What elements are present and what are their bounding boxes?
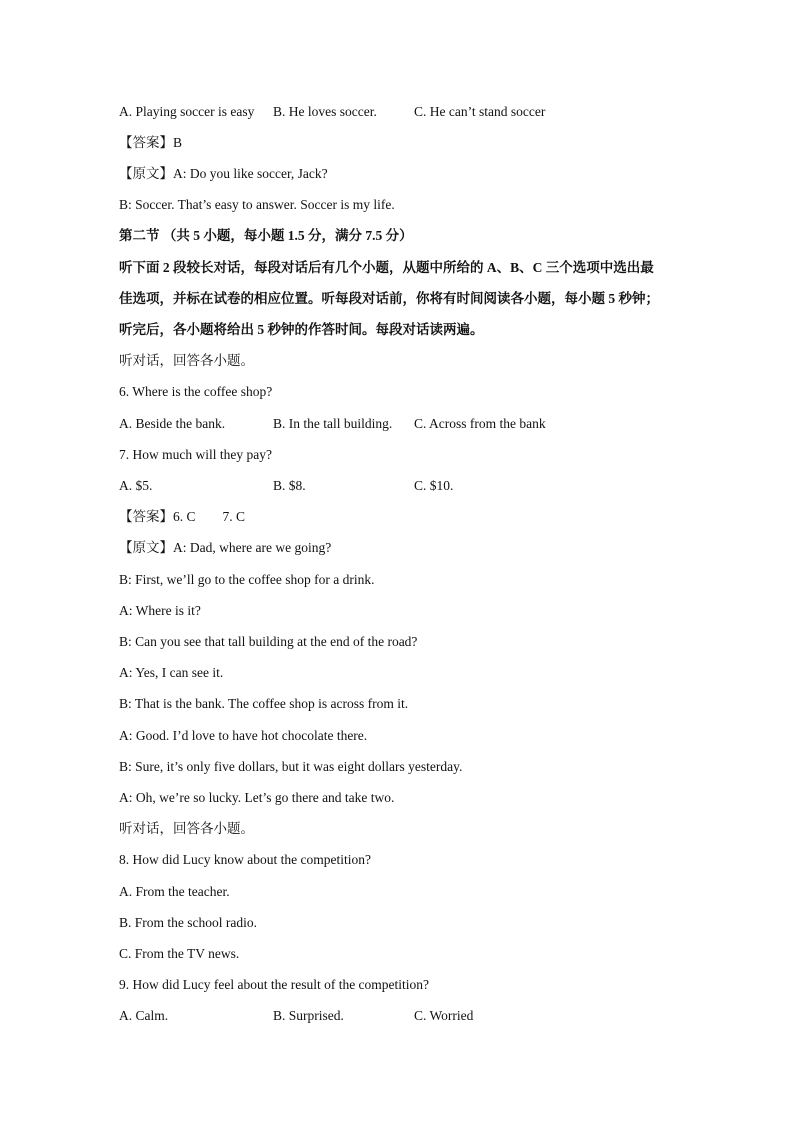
q7-options-row [119,476,679,496]
answer-label: 【答案】 [119,135,173,150]
q9-option-b: B. Surprised. [273,1008,344,1023]
q8-option-a: A. From the teacher. [119,884,230,899]
transcript-line: A: Good. I’d love to have hot chocolate there. [119,728,368,743]
dialog1-transcript-first [119,538,331,558]
transcript-line: A: Yes, I can see it. [119,665,224,680]
transcript-text: A: Do you like soccer, Jack? [173,166,328,181]
q8-question: 8. How did Lucy know about the competition? [119,852,371,867]
q6-option-c: C. Across from the bank [414,416,546,431]
answer-value: 6. C 7. C [173,509,246,524]
q9-option-a: A. Calm. [119,1008,169,1023]
transcript-label: 【原文】 [119,540,173,555]
q8-option-b: B. From the school radio. [119,915,257,930]
q6-question: 6. Where is the coffee shop? [119,384,273,399]
answer-label: 【答案】 [119,509,173,524]
q7-option-c: C. $10. [414,478,454,493]
q5-answer [119,133,182,153]
q7-question: 7. How much will they pay? [119,447,272,462]
q5-transcript-line-1 [119,164,328,184]
transcript-line: B: Can you see that tall building at the end of the road? [119,634,418,649]
transcript-line: B: Sure, it’s only five dollars, but it was eight dollars yesterday. [119,759,463,774]
section-instruction-line-3: 听完后，各小题将给出 5 秒钟的作答时间。每段对话读两遍。 [119,322,484,337]
transcript-line: B: That is the bank. The coffee shop is across from it. [119,696,409,711]
transcript-line: B: First, we’ll go to the coffee shop for a drink. [119,572,375,587]
section-instruction-line-2: 佳选项，并标在试卷的相应位置。听每段对话前，你将有时间阅读各小题，每小题 5 秒钟； [119,291,659,306]
q9-option-c: C. Worried [414,1008,474,1023]
q5-options-row [119,102,679,122]
q7-option-b: B. $8. [273,478,306,493]
q6-option-a: A. Beside the bank. [119,416,226,431]
dialog1-answer [119,507,245,527]
answer-value: B [173,135,183,150]
q5-option-c: C. He can’t stand soccer [414,104,546,119]
transcript-line: A: Where is it? [119,603,201,618]
q9-question: 9. How did Lucy feel about the result of the competition? [119,977,430,992]
q5-transcript-line-2: B: Soccer. That’s easy to answer. Soccer is my life. [119,197,395,212]
transcript-label: 【原文】 [119,166,173,181]
q5-option-a: A. Playing soccer is easy [119,104,255,119]
q7-option-a: A. $5. [119,478,153,493]
dialog1-prompt: 听对话，回答各小题。 [119,353,254,368]
q6-options-row [119,414,679,434]
q9-options-row [119,1006,679,1026]
dialog2-prompt: 听对话，回答各小题。 [119,821,254,836]
section-instruction-line-1: 听下面 2 段较长对话，每段对话后有几个小题，从题中所给的 A、B、C 三个选项中选出最 [119,260,654,275]
q8-option-c: C. From the TV news. [119,946,240,961]
transcript-line: A: Oh, we’re so lucky. Let’s go there and take two. [119,790,395,805]
section-title: 第二节 （共 5 小题，每小题 1.5 分，满分 7.5 分） [119,228,413,243]
q6-option-b: B. In the tall building. [273,416,393,431]
transcript-text: A: Dad, where are we going? [173,540,332,555]
q5-option-b: B. He loves soccer. [273,104,377,119]
